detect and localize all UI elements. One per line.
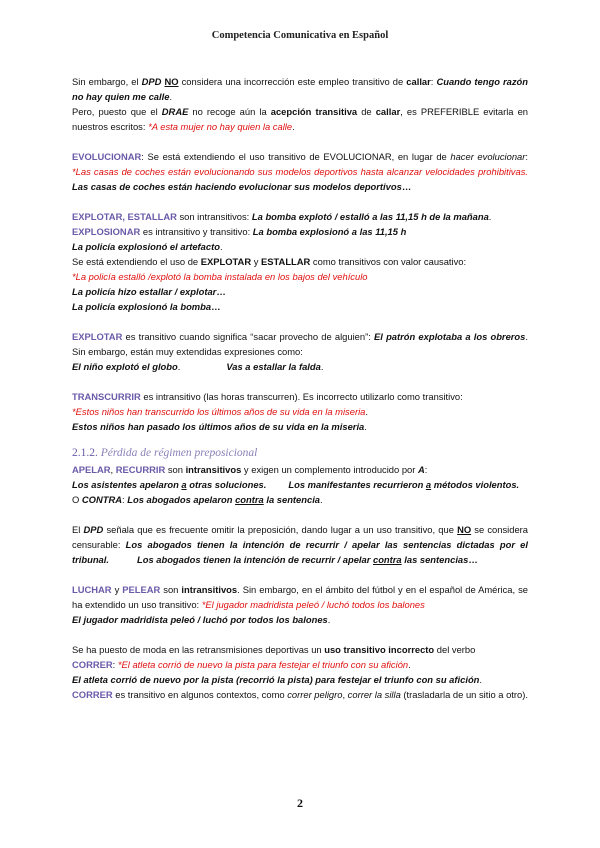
paragraph-explotar: EXPLOTAR, ESTALLAR son intransitivos: La bomba explotó / estalló a las 11,15 h de la mañana.	[72, 211, 492, 222]
example-line: El niño explotó el globo. Vas a estallar la falda.	[72, 361, 324, 372]
document-body	[72, 74, 528, 702]
paragraph-luchar: LUCHAR y PELEAR son intransitivos. Sin embargo, en el ámbito del fútbol y en el español de América, se ha extendido un uso transitivo: *El jugador madridista peleó / luchó todos los balones	[72, 584, 528, 610]
page-header: Competencia Comunicativa en Español	[211, 30, 389, 41]
example-line: La policía hizo estallar / explotar…	[72, 286, 226, 297]
example-line: El jugador madridista peleó / luchó por todos los balones.	[72, 614, 331, 625]
paragraph-explotar-transitivo: EXPLOTAR es transitivo cuando significa “sacar provecho de alguien”: El patrón explotaba a los obreros. Sin embargo, están muy extendidas expresiones como:	[72, 331, 528, 357]
paragraph-transcurrir: TRANSCURRIR es intransitivo (las horas transcurren). Es incorrecto utilizarlo como transitivo:	[72, 391, 463, 402]
paragraph-correr: Se ha puesto de moda en las retransmisiones deportivas un uso transitivo incorrecto del verbo	[72, 644, 476, 655]
example-line: Estos niños han pasado los últimos años de su vida en la miseria.	[72, 421, 367, 432]
example-line: Los asistentes apelaron a otras soluciones. Los manifestantes recurrieron a métodos violentos.	[72, 479, 520, 490]
example-line: La policía explosionó el artefacto.	[72, 241, 223, 252]
paragraph-apelar: APELAR, RECURRIR son intransitivos y exigen un complemento introducido por A:	[72, 464, 428, 475]
paragraph-dpd: El DPD señala que es frecuente omitir la preposición, dando lugar a un uso transitivo, que NO se considera censurable: Los abogados tienen la intención de recurrir / apelar las sentencias dictadas por el tribunal. Los abogados tienen la intención de recurrir / apelar contra las sentencias…	[72, 524, 528, 565]
incorrect-example: *La policía estalló /explotó la bomba instalada en los bajos del vehículo	[72, 271, 368, 282]
paragraph-evolucionar: EVOLUCIONAR: Se está extendiendo el uso transitivo de EVOLUCIONAR, en lugar de hacer evolucionar: *Las casas de coches están evolucionando sus modelos deportivos hasta alcanzar velocidades prohibitivas. Las casas de coches están haciendo evolucionar sus modelos deportivos…	[72, 151, 528, 192]
example-line: La policía explosionó la bomba…	[72, 301, 221, 312]
example-line: O CONTRA: Los abogados apelaron contra la sentencia.	[72, 494, 323, 505]
incorrect-example: *Estos niños han transcurrido los últimos años de su vida en la miseria.	[72, 406, 368, 417]
line-explosionar: EXPLOSIONAR es intransitivo y transitivo: La bomba explosionó a las 11,15 h	[72, 226, 407, 237]
example-line: CORRER: *El atleta corrió de nuevo la pista para festejar el triunfo con su afición.	[72, 659, 411, 670]
paragraph-callar: Sin embargo, el DPD NO considera una incorrección este empleo transitivo de callar: Cuando tengo razón no hay quien me calle.	[72, 76, 528, 102]
line-causativo: Se está extendiendo el uso de EXPLOTAR y ESTALLAR como transitivos con valor causativo:	[72, 256, 467, 267]
line-correr-transitivo: CORRER es transitivo en algunos contextos, como correr peligro, correr la silla (trasladarla de un sitio a otro).	[72, 689, 528, 700]
page-number: 2	[297, 796, 303, 810]
example-line: El atleta corrió de nuevo por la pista (recorrió la pista) para festejar el triunfo con su afición.	[72, 674, 483, 685]
section-heading: 2.1.2. Pérdida de régimen preposicional	[72, 447, 258, 459]
paragraph-callar-2: Pero, puesto que el DRAE no recoge aún la acepción transitiva de callar, es PREFERIBLE evitarla en nuestros escritos: *A esta mujer no hay quien la calle.	[72, 106, 528, 132]
